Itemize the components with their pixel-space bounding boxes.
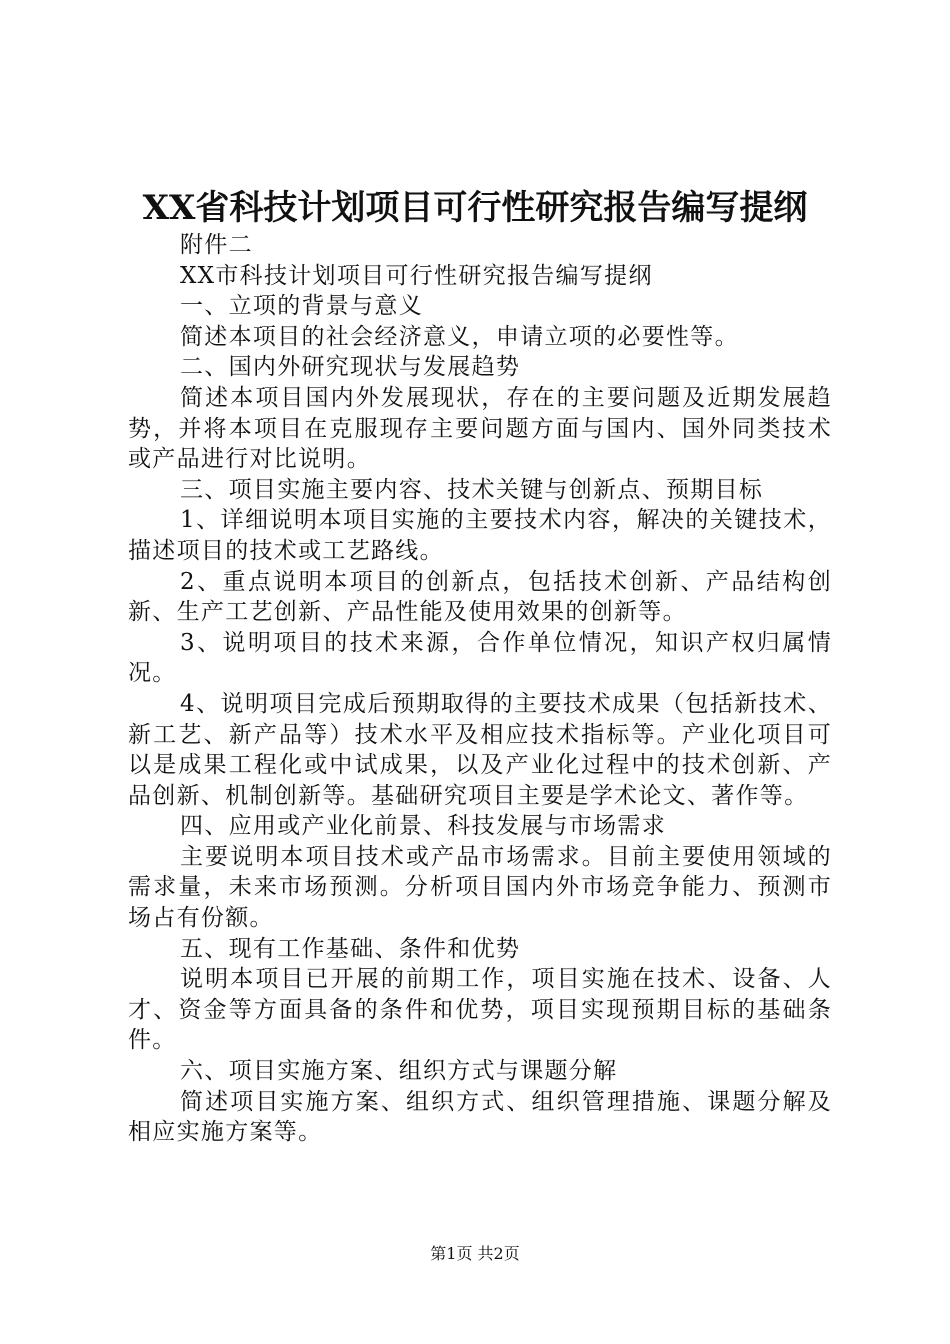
paragraph-attachment-label: 附件二 xyxy=(180,232,253,258)
heading-section-3: 三、项目实施主要内容、技术关键与创新点、预期目标 xyxy=(180,476,764,503)
heading-section-2: 二、国内外研究现状与发展趋势 xyxy=(180,354,521,381)
list-item: 1、详细说明本项目实施的主要技术内容，解决的关键技术，描述项目的技术或工艺路线。 xyxy=(128,507,832,564)
heading-section-6: 六、项目实施方案、组织方式与课题分解 xyxy=(180,1058,618,1085)
heading-section-1: 一、立项的背景与意义 xyxy=(180,293,423,320)
list-item: 4、说明项目完成后预期取得的主要技术成果（包括新技术、新工艺、新产品等）技术水平及相应技术指标等。产业化项目可以是成果工程化或中试成果，以及产业化过程中的技术创新、产品创新、机制创新等。基础研究项目主要是学术论文、著作等。 xyxy=(128,690,832,809)
document-title: XX省科技计划项目可行性研究报告编写提纲 xyxy=(142,188,808,228)
list-item: 2、重点说明本项目的创新点，包括技术创新、产品结构创新、生产工艺创新、产品性能及使用效果的创新等。 xyxy=(128,568,832,626)
heading-section-5: 五、现有工作基础、条件和优势 xyxy=(180,935,521,962)
document-body xyxy=(128,230,832,1148)
paragraph: 简述本项目国内外发展现状，存在的主要问题及近期发展趋势，并将本项目在克服现存主要问题方面与国内、国外同类技术或产品进行对比说明。 xyxy=(128,384,832,473)
list-item: 3、说明项目的技术来源，合作单位情况，知识产权归属情况。 xyxy=(128,629,832,687)
paragraph: 主要说明本项目技术或产品市场需求。目前主要使用领域的需求量，未来市场预测。分析项目国内外市场竞争能力、预测市场占有份额。 xyxy=(128,843,832,932)
paragraph: 简述项目实施方案、组织方式、组织管理措施、课题分解及相应实施方案等。 xyxy=(128,1088,832,1146)
paragraph: 说明本项目已开展的前期工作，项目实施在技术、设备、人才、资金等方面具备的条件和优势，项目实现预期目标的基础条件。 xyxy=(128,966,832,1054)
page-footer: 第1页 共2页 xyxy=(430,1244,520,1263)
heading-section-4: 四、应用或产业化前景、科技发展与市场需求 xyxy=(180,813,666,840)
paragraph-subtitle: XX市科技计划项目可行性研究报告编写提纲 xyxy=(180,262,653,289)
paragraph: 简述本项目的社会经济意义，申请立项的必要性等。 xyxy=(180,323,739,350)
